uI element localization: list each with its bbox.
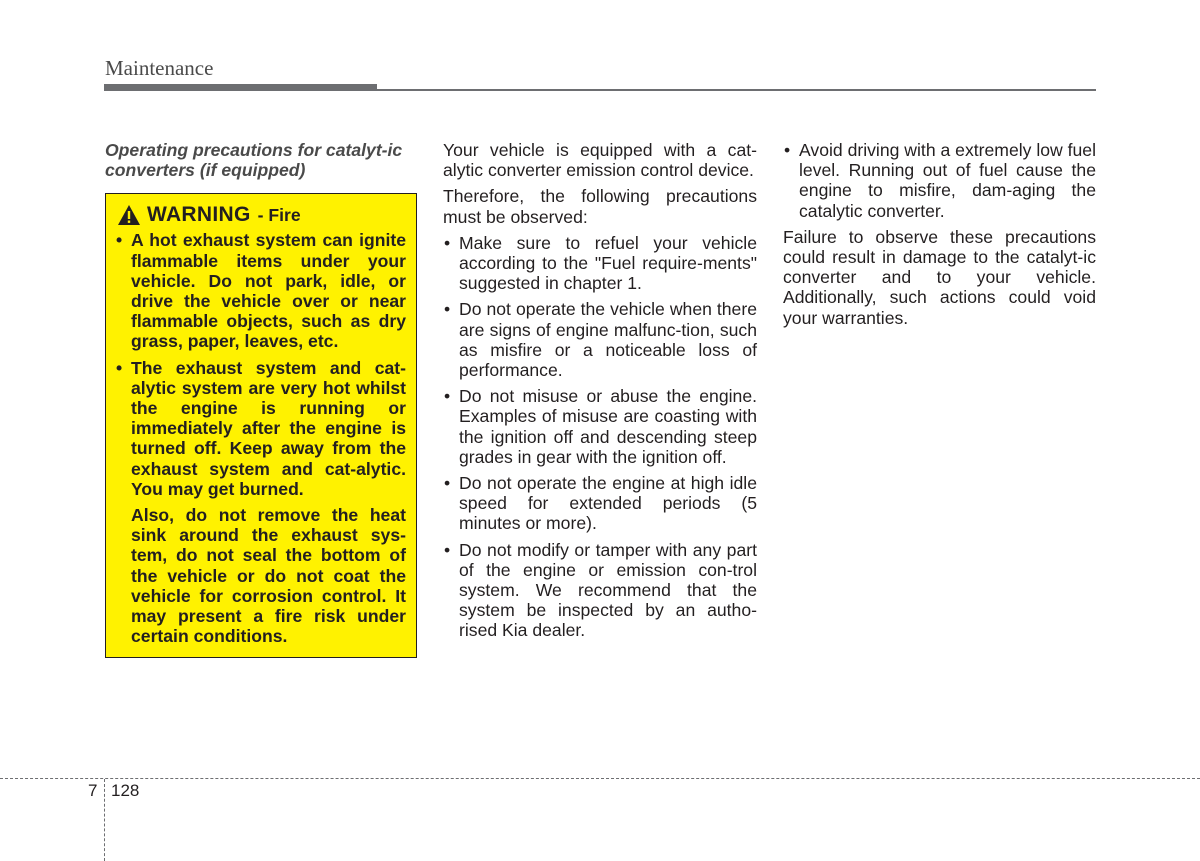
- list-item: • Avoid driving with a extremely low fuel level. Running out of fuel cause the engine to misfire, dam-aging the catalytic converter.: [783, 140, 1096, 221]
- header-rule-thick: [104, 84, 377, 91]
- intro-paragraph: Your vehicle is equipped with a cat-alytic converter emission control device.: [443, 140, 757, 181]
- precautions-list-continued: [783, 140, 1096, 221]
- warning-subtitle: - Fire: [257, 205, 301, 226]
- list-item: • Do not misuse or abuse the engine. Examples of misuse are coasting with the ignition off and descending steep grades in gear with the ignition off.: [443, 386, 757, 467]
- list-item: • Do not modify or tamper with any part of the engine or emission con-trol system. We recommend that the system be inspected by an autho-rised Kia dealer.: [443, 540, 757, 641]
- warning-extra: Also, do not remove the heat sink around the exhaust sys-tem, do not seal the bottom of the vehicle or do not coat the vehicle for corrosion control. It may present a fire risk under certain conditions.: [131, 505, 406, 647]
- list-item: • Do not operate the engine at high idle speed for extended periods (5 minutes or more).: [443, 473, 757, 534]
- therefore-paragraph: Therefore, the following precautions must be observed:: [443, 186, 757, 227]
- warning-item: • A hot exhaust system can ignite flammable items under your vehicle. Do not park, idle, or drive the vehicle over or near flammable objects, such as dry grass, paper, leaves, etc.: [115, 230, 406, 351]
- chapter-number: 7: [88, 781, 98, 800]
- list-item: • Make sure to refuel your vehicle according to the "Fuel require-ments" suggested in chapter 1.: [443, 233, 757, 294]
- footer-rule: [0, 778, 1200, 779]
- footer-divider: [104, 779, 105, 861]
- warning-item: • The exhaust system and cat-alytic system are very hot whilst the engine is running or immediately after the engine is turned off. Keep away from the exhaust system and cat-alytic. You may get burned.: [115, 358, 406, 499]
- warning-box: [105, 193, 417, 658]
- warning-header: [115, 204, 406, 226]
- closing-paragraph: Failure to observe these precautions could result in damage to the catalyt-ic converter and to your vehicle. Additionally, such actions could void your warranties.: [783, 226, 1096, 328]
- warning-list: [115, 230, 406, 499]
- header-rule-thin: [377, 89, 1096, 91]
- precautions-list: [443, 233, 757, 641]
- warning-triangle-icon: [117, 204, 141, 226]
- page-header-title: Maintenance: [105, 56, 214, 80]
- page-number: 128: [111, 781, 140, 800]
- column-right: [783, 140, 1096, 334]
- column-middle: [443, 140, 757, 647]
- list-item: • Do not operate the vehicle when there are signs of engine malfunc-tion, such as misfire or a noticeable loss of performance.: [443, 299, 757, 380]
- section-heading: Operating precautions for catalyt-ic converters (if equipped): [105, 140, 403, 181]
- column-left: [105, 140, 417, 658]
- warning-title: WARNING: [147, 203, 251, 227]
